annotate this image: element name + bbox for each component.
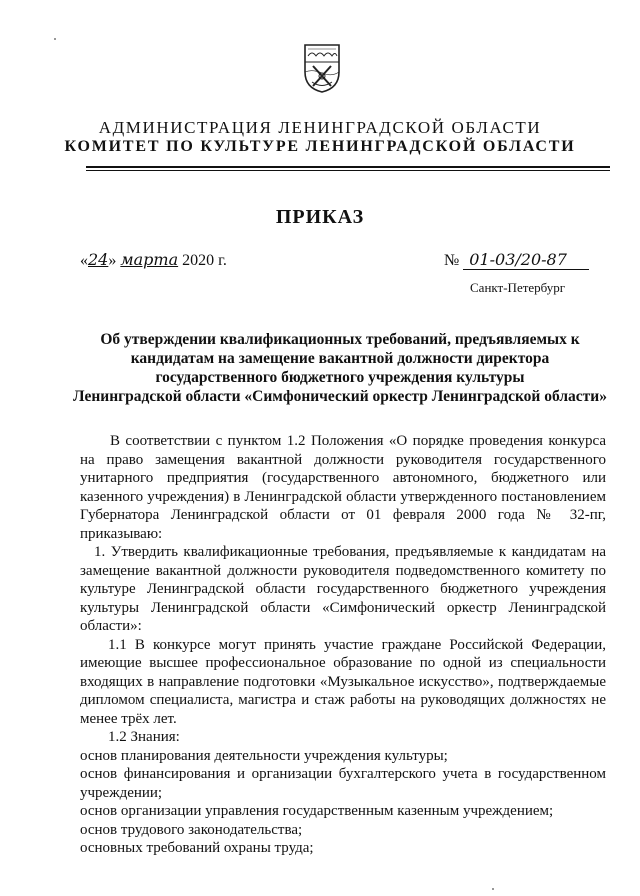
knowledge-item: основных требований охраны труда;	[80, 840, 314, 856]
order-subject	[60, 330, 620, 406]
knowledge-item: основ финансирования и организации бухгалтерского учета в государственном учреждении;	[80, 766, 606, 801]
order-number	[444, 250, 589, 270]
subject-line: Ленинградской области «Симфонический оркестр Ленинградской области»	[73, 388, 607, 405]
order-date	[80, 250, 227, 270]
coat-of-arms-icon	[302, 42, 342, 94]
date-month: марта	[120, 250, 179, 269]
paragraph-item-1-1: 1.1 В конкурсе могут принять участие граждане Российской Федерации, имеющие высшее профессиональное образование по одной из специальности входящих в направление подготовки «Музыкальное искусство», подтверждаемые дипломом специалиста, магистра и стаж работы на руководящих должностях не менее трёх лет.	[80, 636, 606, 727]
subject-line: Об утверждении квалификационных требований, предъявляемых к	[100, 331, 580, 348]
date-year: 2020 г.	[182, 252, 227, 269]
order-body	[80, 432, 606, 858]
number-sign: №	[444, 252, 460, 269]
city: Санкт-Петербург	[470, 280, 566, 295]
knowledge-item: основ планирования деятельности учреждения культуры;	[80, 747, 448, 764]
header-double-rule-top	[86, 166, 610, 168]
paragraph-item-1-2: 1.2 Знания:	[108, 729, 180, 745]
paragraph-preamble: В соответствии с пунктом 1.2 Положения «О порядке проведения конкурса на право замещения вакантной должности руководителя государственного унитарного предприятия (государственного автономного, бюджетного или казенного учреждения) в Ленинградской области утвержденного постановлением Губернатора Ленинградской области от 01 февраля 2000 года № 32-пг, приказываю:	[80, 433, 606, 542]
paragraph-item-1: 1. Утвердить квалификационные требования, предъявляемые к кандидатам на замещение вакантной должности руководителя подведомственного комитету по культуре Ленинградской области государственного бюджетного учреждения культуры Ленинградской области «Симфонический оркестр Ленинградской области»:	[80, 544, 606, 634]
scan-dot	[492, 888, 494, 890]
knowledge-item: основ организации управления государственным казенным учреждением;	[80, 803, 554, 819]
subject-line: кандидатам на замещение вакантной должности директора	[130, 350, 550, 367]
subject-line: государственного бюджетного учреждения культуры	[155, 369, 525, 386]
number-value: 01-03/20-87	[463, 250, 589, 270]
date-close-quote: »	[108, 252, 117, 269]
scan-dot	[54, 38, 56, 40]
date-open-quote: «	[80, 252, 88, 269]
header-double-rule-bottom	[86, 170, 610, 171]
administration-name: АДМИНИСТРАЦИЯ ЛЕНИНГРАДСКОЙ ОБЛАСТИ	[98, 118, 542, 137]
document-title: ПРИКАЗ	[275, 206, 365, 228]
committee-name: КОМИТЕТ ПО КУЛЬТУРЕ ЛЕНИНГРАДСКОЙ ОБЛАСТИ	[64, 138, 576, 155]
date-day: 24	[88, 250, 109, 269]
knowledge-item: основ трудового законодательства;	[80, 821, 303, 838]
